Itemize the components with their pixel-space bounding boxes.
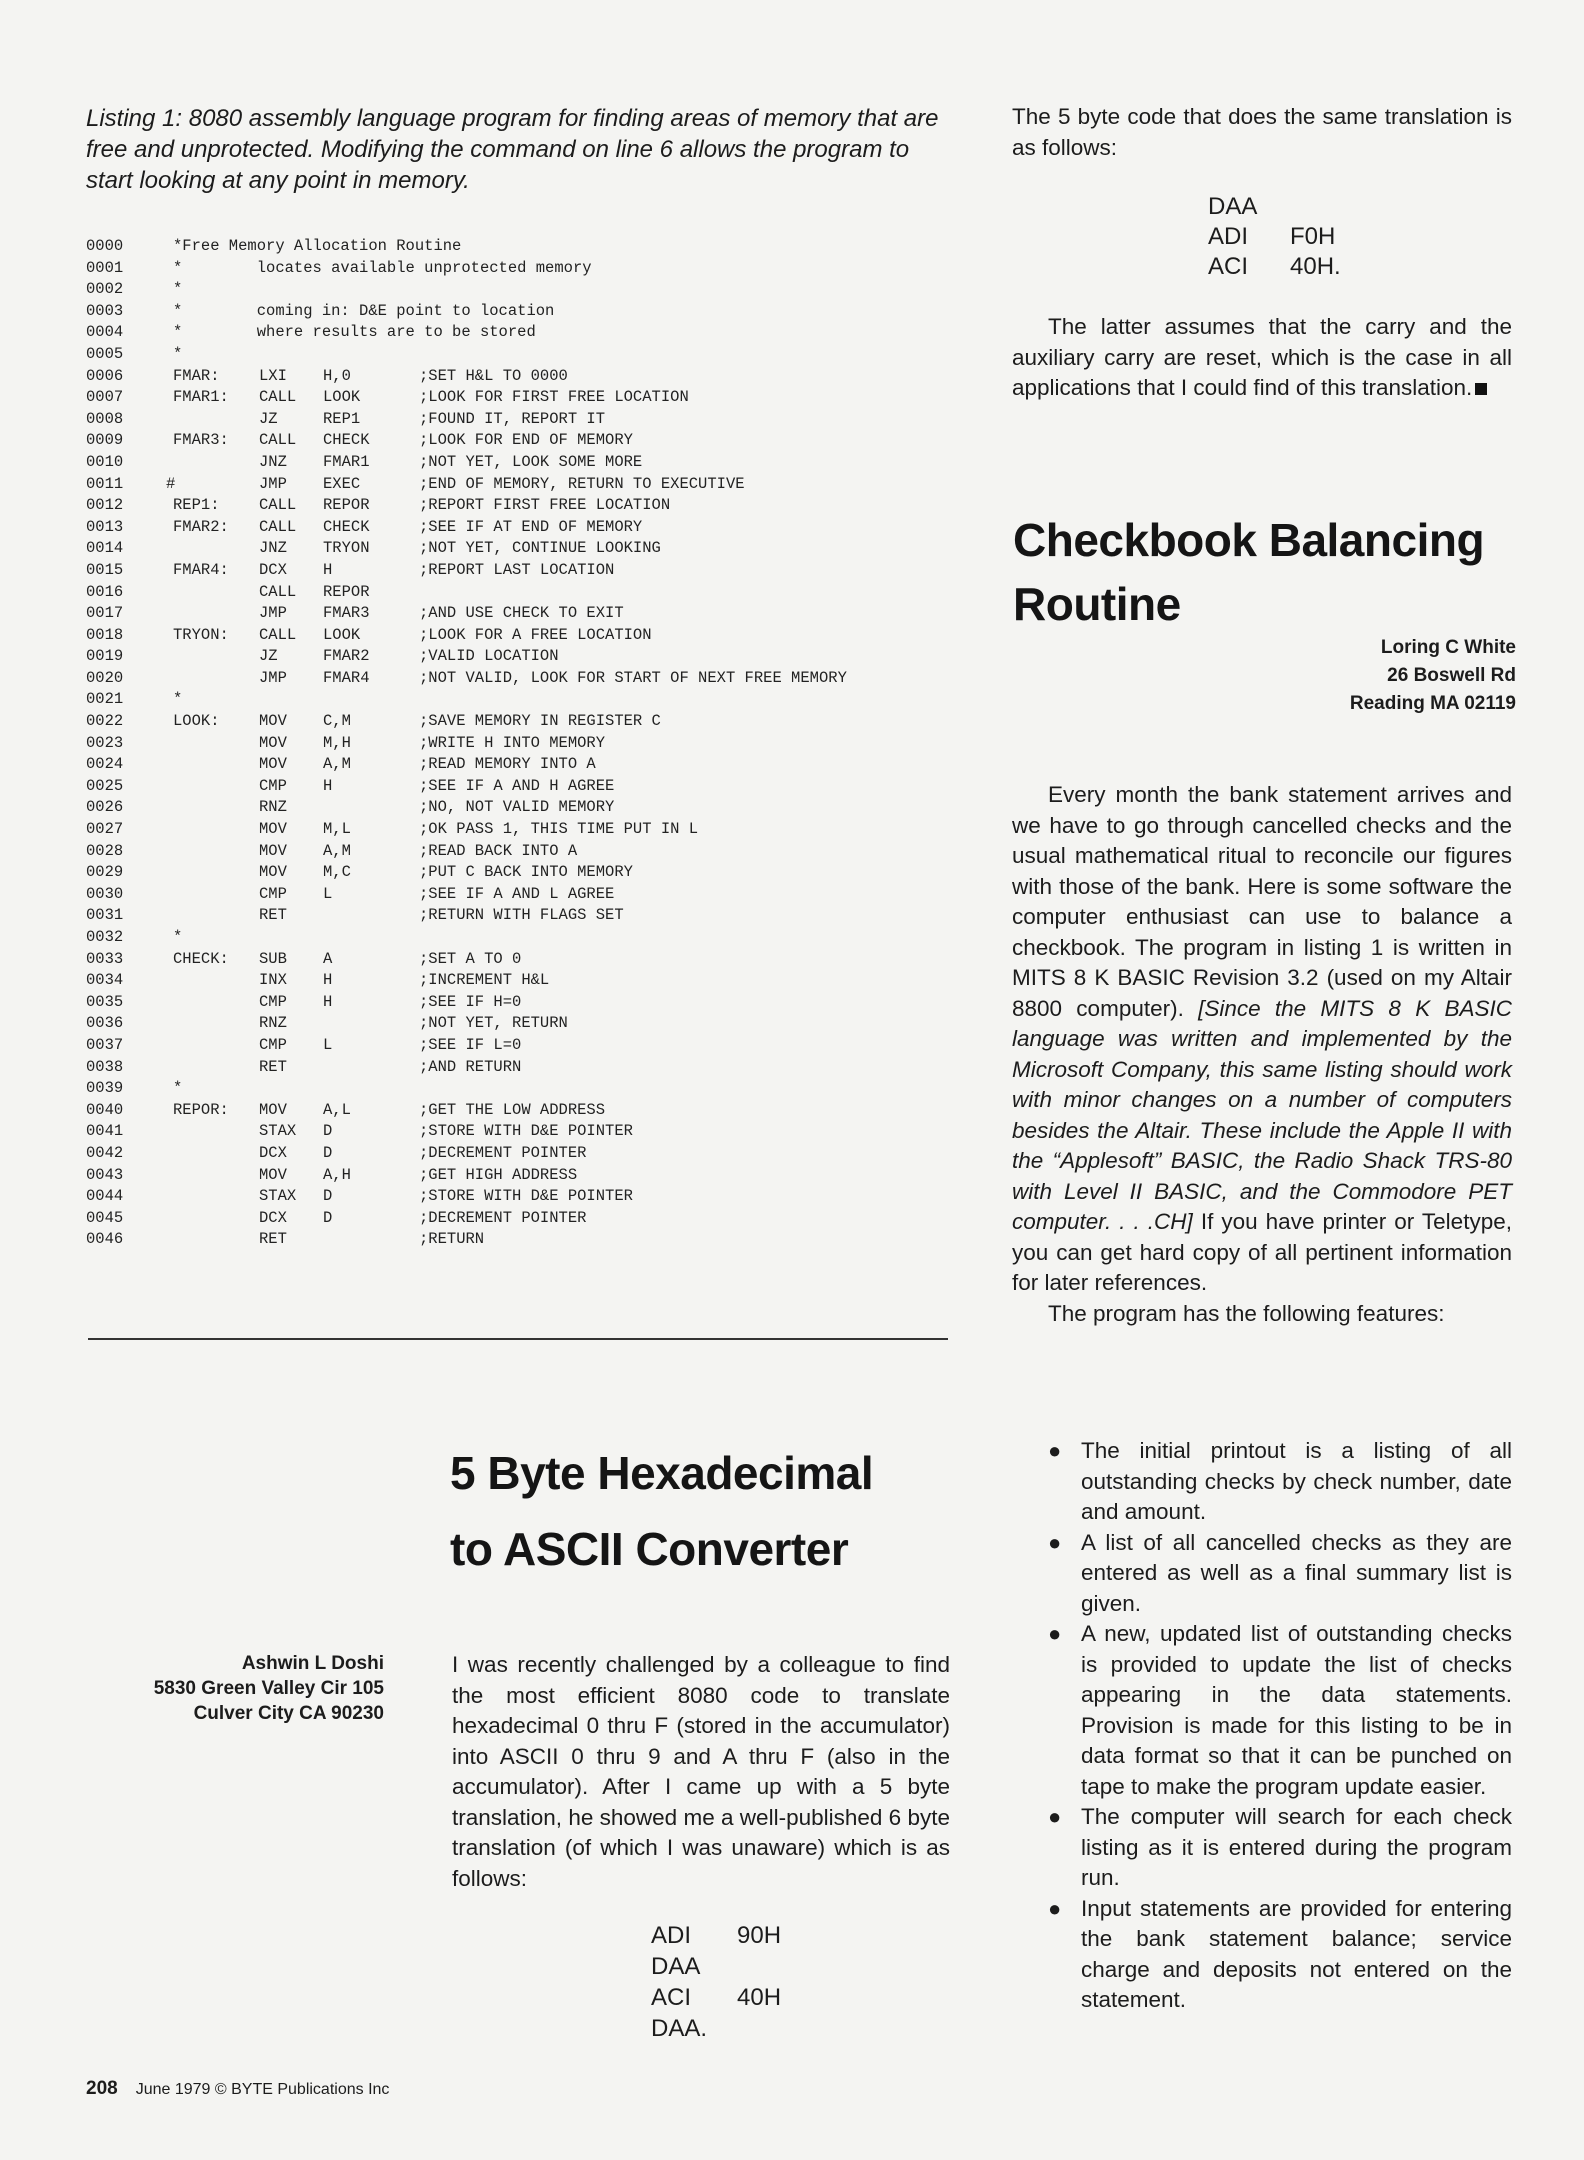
code-line: [86, 1208, 966, 1230]
code-label: FMAR3:: [173, 431, 229, 450]
code-comment: ;SET H&L TO 0000: [419, 366, 568, 385]
code-operand: H: [323, 971, 333, 990]
code-operand: FMAR4: [323, 668, 370, 687]
code-opcode: RET: [259, 906, 287, 925]
line-number: 0003: [86, 301, 124, 320]
code-opcode: MOV: [259, 712, 287, 731]
code-comment: ;SEE IF L=0: [419, 1035, 522, 1054]
line-number: 0007: [86, 388, 124, 407]
line-number: 0018: [86, 625, 124, 644]
feature-item: [1048, 1802, 1512, 1894]
line-number: 0008: [86, 409, 124, 428]
code-operand: CHECK: [323, 517, 370, 536]
code-opcode: SUB: [259, 949, 287, 968]
line-number: 0001: [86, 258, 124, 277]
section-divider: [88, 1338, 948, 1340]
line-number: 0038: [86, 1057, 124, 1076]
code-opcode: CMP: [259, 992, 287, 1011]
feature-text: The computer will search for each check listing as it is entered during the program run.: [1081, 1804, 1512, 1890]
code-comment: ;AND RETURN: [419, 1057, 522, 1076]
code-line: [86, 668, 966, 690]
code-opcode: CALL: [259, 517, 297, 536]
code-operand: A,L: [323, 1100, 351, 1119]
code-line: [86, 1013, 966, 1035]
line-number: 0043: [86, 1165, 124, 1184]
code-line: [86, 1057, 966, 1079]
code-opcode: MOV: [259, 1100, 287, 1119]
code-line: [86, 452, 966, 474]
line-number: 0036: [86, 1014, 124, 1033]
code-line: [86, 236, 966, 258]
line-number: 0040: [86, 1100, 124, 1119]
code-comment: ;SEE IF A AND L AGREE: [419, 884, 615, 903]
code-opcode: JZ: [259, 409, 278, 428]
code-opcode: DAA: [1208, 193, 1258, 220]
ck-author-city: Reading MA 02119: [1349, 693, 1516, 714]
code-opcode: CALL: [259, 431, 297, 450]
line-number: 0016: [86, 582, 124, 601]
line-number: 0019: [86, 647, 124, 666]
line-number: 0013: [86, 517, 124, 536]
code-comment: ;GET THE LOW ADDRESS: [419, 1100, 606, 1119]
code-opcode: ACI: [651, 1984, 692, 2011]
code-opcode: JNZ: [259, 452, 287, 471]
code-line: [86, 905, 966, 927]
code-line: [86, 1143, 966, 1165]
hex-article-body: [452, 1650, 950, 1894]
end-mark-icon: [1475, 383, 1487, 395]
code-comment: ;LOOK FOR A FREE LOCATION: [419, 625, 652, 644]
line-number: 0023: [86, 733, 124, 752]
code-comment-line: *: [173, 1079, 183, 1098]
code-operand: H: [323, 776, 333, 795]
line-number: 0029: [86, 863, 124, 882]
six-byte-code: [651, 1920, 781, 2044]
line-number: 0011: [86, 474, 124, 493]
code-opcode: DCX: [259, 1208, 287, 1227]
code-line: [86, 819, 966, 841]
code-row: [1208, 252, 1341, 282]
code-comment-line: * locates available unprotected memory: [173, 258, 592, 277]
ck-title-line2: Routine: [1013, 578, 1181, 630]
code-line: [86, 841, 966, 863]
ck-editor-note: [Since the MITS 8 K BASIC language was written and implemented by the Microsoft Company, this same listing should work with minor changes on a number of computers besides the Altair. These include the Apple II with the “Applesoft” BASIC, the Radio Shack TRS-80 with Level II BASIC, and the Commodore PET computer. . . .CH]: [1012, 995, 1512, 1234]
code-line: [86, 992, 966, 1014]
code-comment: ;READ MEMORY INTO A: [419, 755, 596, 774]
code-comment: ;PUT C BACK INTO MEMORY: [419, 863, 633, 882]
code-line: [86, 1165, 966, 1187]
code-comment: ;SEE IF H=0: [419, 992, 522, 1011]
code-opcode: MOV: [259, 1165, 287, 1184]
line-number: 0032: [86, 928, 124, 946]
assembly-listing: [86, 236, 966, 1251]
code-opcode: JNZ: [259, 539, 287, 558]
hex-body-text: I was recently challenged by a colleague to find the most efficient 8080 code to translate hexadecimal 0 thru F (stored in the accumulator) into ASCII 0 thru 9 and A thru F (also in the accumulator). After I came up with a 5 byte translation, he showed me a well-published 6 byte translation (of which I was unaware) which is as follows:: [452, 1652, 950, 1891]
code-line: [86, 776, 966, 798]
code-opcode: CALL: [259, 625, 297, 644]
line-number: 0046: [86, 1230, 124, 1249]
code-label: CHECK:: [173, 949, 229, 968]
code-opcode: LXI: [259, 366, 287, 385]
code-line: [86, 322, 966, 344]
code-comment: ;NOT YET, CONTINUE LOOKING: [419, 539, 661, 558]
code-operand: TRYON: [323, 539, 370, 558]
code-label: REP1:: [173, 496, 220, 515]
line-number: 0039: [86, 1079, 124, 1098]
code-comment: ;SEE IF A AND H AGREE: [419, 776, 615, 795]
hex-title-line1: 5 Byte Hexadecimal: [450, 1447, 874, 1499]
code-comment: ;LOOK FOR FIRST FREE LOCATION: [419, 388, 689, 407]
code-line: [86, 538, 966, 560]
line-number: 0000: [86, 237, 124, 255]
code-opcode: CMP: [259, 884, 287, 903]
code-comment-line: *: [173, 280, 183, 299]
code-comment: ;NOT YET, LOOK SOME MORE: [419, 452, 643, 471]
code-opcode: CALL: [259, 582, 297, 601]
listing-caption: Listing 1: 8080 assembly language program for finding areas of memory that are free and unprotected. Modifying the command on line 6 allows the program to start looking at any point in memory.: [86, 105, 939, 194]
line-number: 0022: [86, 712, 124, 731]
ck-author-block: [1200, 634, 1516, 718]
feature-text: A new, updated list of outstanding checks is provided to update the list of checks appearing in the data statements. Provision is made for this listing to be in data format so that it can be punched on tape to make the program update easier.: [1081, 1621, 1512, 1799]
code-opcode: JMP: [259, 604, 287, 623]
code-label: FMAR1:: [173, 388, 229, 407]
code-opcode: DAA: [651, 1953, 701, 1980]
ck-author-name: Loring C White: [1380, 637, 1516, 658]
line-number: 0034: [86, 971, 124, 990]
line-number: 0033: [86, 949, 124, 968]
code-opcode: JZ: [259, 647, 278, 666]
code-opcode: STAX: [259, 1187, 297, 1206]
feature-text: Input statements are provided for entering the bank statement balance; service charge and deposits not entered on the statement.: [1081, 1895, 1512, 2012]
code-line: [86, 884, 966, 906]
code-operand: L: [323, 884, 333, 903]
code-opcode: CMP: [259, 776, 287, 795]
line-number: 0024: [86, 755, 124, 774]
code-comment: ;OK PASS 1, THIS TIME PUT IN L: [419, 820, 699, 839]
line-number: 0015: [86, 560, 124, 579]
code-opcode: CALL: [259, 388, 297, 407]
hex-article-title: [450, 1435, 873, 1587]
code-line: [86, 517, 966, 539]
code-operand: REP1: [323, 409, 361, 428]
ck-author-street: 26 Boswell Rd: [1387, 665, 1516, 686]
five-byte-intro: The 5 byte code that does the same translation is as follows:: [1012, 104, 1512, 160]
line-number: 0045: [86, 1208, 124, 1227]
line-number: 0030: [86, 884, 124, 903]
code-comment: ;STORE WITH D&E POINTER: [419, 1187, 633, 1206]
code-comment: ;STORE WITH D&E POINTER: [419, 1122, 633, 1141]
code-line: [86, 1035, 966, 1057]
feature-text: A list of all cancelled checks as they are entered as well as a final summary list is given.: [1081, 1529, 1512, 1616]
page-footer: [86, 2078, 389, 2100]
code-line: [86, 1100, 966, 1122]
line-number: 0012: [86, 496, 124, 515]
code-operand: F0H: [1290, 223, 1336, 250]
code-label: REPOR:: [173, 1100, 229, 1119]
line-number: 0037: [86, 1035, 124, 1054]
code-opcode: DCX: [259, 1143, 287, 1162]
line-number: 0021: [86, 690, 124, 709]
code-operand: D: [323, 1143, 333, 1162]
code-opcode: DAA.: [651, 2015, 708, 2042]
code-comment: ;VALID LOCATION: [419, 647, 559, 666]
line-number: 0026: [86, 798, 124, 817]
hex-title-line2: to ASCII Converter: [450, 1523, 849, 1575]
code-operand: A,M: [323, 841, 351, 860]
checkbook-article-title: [1013, 508, 1484, 636]
bullet-icon: ●: [1048, 1895, 1062, 1921]
code-operand: M,L: [323, 820, 351, 839]
code-label: FMAR2:: [173, 517, 229, 536]
code-row: [651, 1951, 781, 1982]
code-comment: ;NOT VALID, LOOK FOR START OF NEXT FREE MEMORY: [419, 668, 847, 687]
code-line: [86, 603, 966, 625]
code-operand: 40H: [737, 1984, 782, 2011]
code-line: [86, 387, 966, 409]
code-operand: LOOK: [323, 388, 361, 407]
hex-author-city: Culver City CA 90230: [193, 1703, 384, 1724]
code-opcode: ADI: [651, 1922, 692, 1949]
code-opcode: ACI: [1208, 253, 1249, 280]
code-comment: ;DECREMENT POINTER: [419, 1143, 587, 1162]
code-opcode: STAX: [259, 1122, 297, 1141]
code-opcode: CMP: [259, 1035, 287, 1054]
line-number: 0035: [86, 992, 124, 1011]
feature-item: [1048, 1894, 1512, 2016]
code-line: [86, 495, 966, 517]
code-comment-line: * where results are to be stored: [173, 323, 536, 342]
code-label: LOOK:: [173, 712, 220, 731]
ck-paragraph-1: [1012, 780, 1512, 1299]
code-comment: ;INCREMENT H&L: [419, 971, 550, 990]
code-opcode: ADI: [1208, 223, 1249, 250]
bullet-icon: ●: [1048, 1438, 1062, 1463]
code-line: [86, 474, 966, 496]
code-operand: A,H: [323, 1165, 351, 1184]
bullet-icon: ●: [1048, 1529, 1062, 1555]
code-comment: ;NOT YET, RETURN: [419, 1014, 568, 1033]
code-line: [86, 582, 966, 604]
code-operand: H,0: [323, 366, 351, 385]
code-opcode: MOV: [259, 755, 287, 774]
hex-conclusion: [1012, 312, 1512, 404]
code-operand: D: [323, 1208, 333, 1227]
code-opcode: INX: [259, 971, 287, 990]
five-byte-code: [1208, 192, 1341, 282]
code-operand: EXEC: [323, 474, 361, 493]
code-line: [86, 1121, 966, 1143]
code-line: [86, 646, 966, 668]
code-comment-line: *: [173, 928, 183, 946]
line-number: 0005: [86, 344, 124, 363]
checkbook-article-body: [1012, 780, 1512, 1329]
code-comment: ;DECREMENT POINTER: [419, 1208, 587, 1227]
code-operand: REPOR: [323, 582, 370, 601]
code-opcode: CALL: [259, 496, 297, 515]
code-operand: A: [323, 949, 333, 968]
line-number: 0031: [86, 906, 124, 925]
code-comment: ;READ BACK INTO A: [419, 841, 578, 860]
code-row: [1208, 192, 1341, 222]
code-line: [86, 1078, 966, 1100]
code-comment-line: *Free Memory Allocation Routine: [173, 237, 462, 255]
line-number: 0042: [86, 1143, 124, 1162]
code-opcode: MOV: [259, 733, 287, 752]
code-line: [86, 754, 966, 776]
code-operand: FMAR2: [323, 647, 370, 666]
code-comment: ;SAVE MEMORY IN REGISTER C: [419, 712, 661, 731]
code-comment: ;END OF MEMORY, RETURN TO EXECUTIVE: [419, 474, 745, 493]
code-comment: ;REPORT LAST LOCATION: [419, 560, 615, 579]
code-line: [86, 1186, 966, 1208]
feature-list: [1048, 1436, 1512, 2016]
bullet-icon: ●: [1048, 1804, 1062, 1829]
code-operand: LOOK: [323, 625, 361, 644]
ck-para1-a: Every month the bank statement arrives and we have to go through cancelled checks and the usual mathematical ritual to reconcile our figures with those of the bank. Here is some software the computer enthusiast can use to balance a checkbook. The program in listing 1 is written in MITS 8 K BASIC Revision 3.2 (used on my Altair 8800 computer).: [1012, 782, 1512, 1021]
code-line: [86, 409, 966, 431]
code-opcode: RET: [259, 1230, 287, 1249]
code-comment: ;FOUND IT, REPORT IT: [419, 409, 606, 428]
hex-conclusion-text: The latter assumes that the carry and the auxiliary carry are reset, which is the case in all applications that I could find of this translation.: [1012, 314, 1512, 400]
code-operand: M,H: [323, 733, 351, 752]
code-line: [86, 970, 966, 992]
line-number: 0025: [86, 776, 124, 795]
line-number: 0002: [86, 280, 124, 299]
code-row: [651, 2013, 781, 2044]
code-comment: ;AND USE CHECK TO EXIT: [419, 604, 624, 623]
code-operand: D: [323, 1122, 333, 1141]
code-operand: C,M: [323, 712, 351, 731]
line-number: 0027: [86, 820, 124, 839]
code-comment: ;LOOK FOR END OF MEMORY: [419, 431, 633, 450]
code-opcode: JMP: [259, 668, 287, 687]
code-line: [86, 689, 966, 711]
code-opcode: RNZ: [259, 798, 287, 817]
publication-line: June 1979 © BYTE Publications Inc: [135, 2081, 390, 2098]
code-opcode: DCX: [259, 560, 287, 579]
code-opcode: MOV: [259, 863, 287, 882]
code-line: [86, 797, 966, 819]
line-number: 0020: [86, 668, 124, 687]
code-label: FMAR:: [173, 366, 220, 385]
hex-author-block: [86, 1651, 384, 1726]
line-number: 0014: [86, 539, 124, 558]
line-number: 0006: [86, 366, 124, 385]
code-opcode: MOV: [259, 820, 287, 839]
hex-author-street: 5830 Green Valley Cir 105: [153, 1678, 384, 1699]
feature-item: [1048, 1528, 1512, 1620]
code-comment-line: * coming in: D&E point to location: [173, 301, 555, 320]
code-comment: ;REPORT FIRST FREE LOCATION: [419, 496, 671, 515]
code-line: [86, 430, 966, 452]
code-line: [86, 711, 966, 733]
line-number: 0017: [86, 604, 124, 623]
code-comment: ;GET HIGH ADDRESS: [419, 1165, 578, 1184]
code-line: [86, 560, 966, 582]
code-operand: A,M: [323, 755, 351, 774]
code-label: FMAR4:: [173, 560, 229, 579]
code-comment-line: *: [173, 344, 183, 363]
code-row: [651, 1920, 781, 1951]
code-opcode: RET: [259, 1057, 287, 1076]
feature-item: [1048, 1619, 1512, 1802]
code-line: [86, 258, 966, 280]
code-line: [86, 733, 966, 755]
code-comment: ;SET A TO 0: [419, 949, 522, 968]
code-line: [86, 1229, 966, 1251]
line-number: 0009: [86, 431, 124, 450]
line-number: 0010: [86, 452, 124, 471]
ck-para1-b: If you have printer or Teletype, you can get hard copy of all pertinent information for later references.: [1012, 1209, 1512, 1295]
code-line: [86, 949, 966, 971]
code-operand: M,C: [323, 863, 351, 882]
line-number: 0041: [86, 1122, 124, 1141]
code-operand: FMAR1: [323, 452, 370, 471]
code-opcode: JMP: [259, 474, 287, 493]
ck-title-line1: Checkbook Balancing: [1013, 514, 1485, 566]
code-operand: REPOR: [323, 496, 370, 515]
code-line: [86, 344, 966, 366]
code-line: [86, 366, 966, 388]
page-number: 208: [86, 2078, 118, 2099]
code-operand: L: [323, 1035, 333, 1054]
code-comment: ;WRITE H INTO MEMORY: [419, 733, 606, 752]
feature-item: [1048, 1436, 1512, 1528]
code-comment-line: *: [173, 690, 183, 709]
code-row: [1208, 222, 1341, 252]
hex-author-name: Ashwin L Doshi: [241, 1653, 384, 1674]
code-opcode: RNZ: [259, 1014, 287, 1033]
code-operand: CHECK: [323, 431, 370, 450]
code-mark: #: [166, 474, 176, 493]
line-number: 0004: [86, 323, 124, 342]
code-line: [86, 279, 966, 301]
code-operand: 90H: [737, 1922, 782, 1949]
code-label: TRYON:: [173, 625, 229, 644]
line-number: 0044: [86, 1187, 124, 1206]
code-operand: H: [323, 992, 333, 1011]
code-comment: ;NO, NOT VALID MEMORY: [419, 798, 615, 817]
code-comment: ;RETURN WITH FLAGS SET: [419, 906, 624, 925]
ck-paragraph-2: The program has the following features:: [1048, 1300, 1445, 1326]
bullet-icon: ●: [1048, 1621, 1062, 1646]
line-number: 0028: [86, 841, 124, 860]
code-line: [86, 625, 966, 647]
code-operand: D: [323, 1187, 333, 1206]
code-line: [86, 862, 966, 884]
code-comment: ;SEE IF AT END OF MEMORY: [419, 517, 643, 536]
code-opcode: MOV: [259, 841, 287, 860]
code-operand: FMAR3: [323, 604, 370, 623]
code-row: [651, 1982, 781, 2013]
feature-text: The initial printout is a listing of all outstanding checks by check number, date and amount.: [1081, 1438, 1512, 1524]
code-line: [86, 301, 966, 323]
code-operand: 40H.: [1290, 253, 1341, 280]
code-comment: ;RETURN: [419, 1230, 485, 1249]
code-line: [86, 927, 966, 949]
code-operand: H: [323, 560, 333, 579]
